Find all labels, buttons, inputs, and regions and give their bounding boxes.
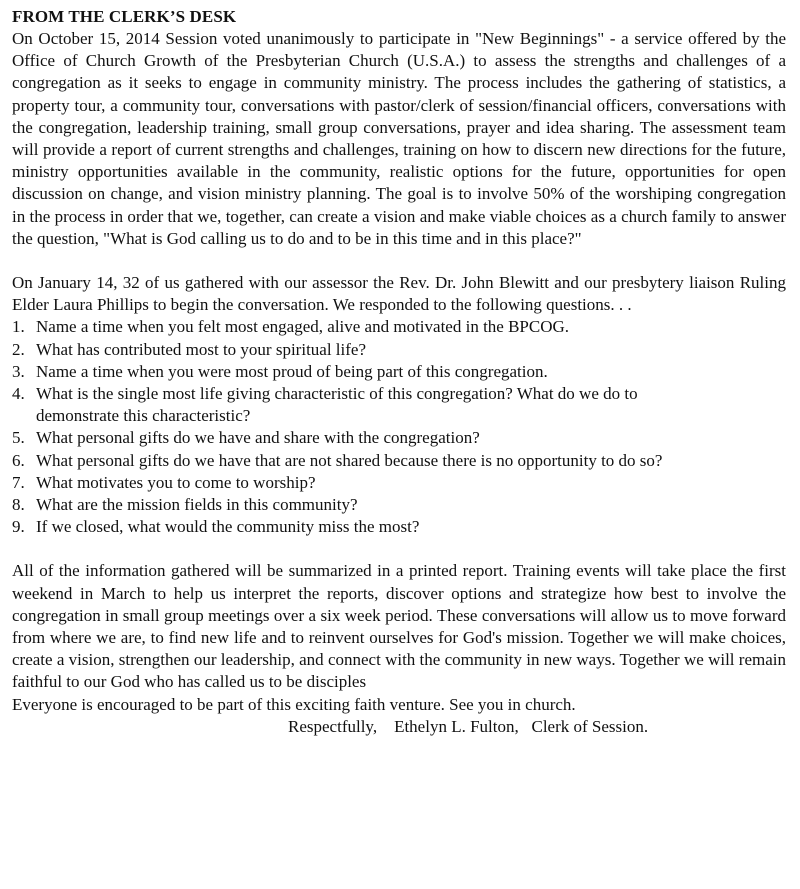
question-item <box>12 427 786 449</box>
question-text: What motivates you to come to worship? <box>36 472 316 492</box>
question-item <box>12 339 786 361</box>
question-item <box>12 450 786 472</box>
question-number: 5. <box>12 428 25 448</box>
question-number: 2. <box>12 339 25 359</box>
question-number: 9. <box>12 517 25 537</box>
summary-paragraph: All of the information gathered will be summarized in a printed report. Training events will take place the first weekend in March to help us interpret the reports, discover options and strategize how best to involve the congregation in small group meetings over a six week period. These conversations will allow us to move forward from where we are, to find new life and to reinvent ourselves for God's mission. Together we will make choices, create a vision, strengthen our leadership, and connect with the community in new ways. Together we will remain faithful to our God who has called us to be disciples <box>12 561 786 692</box>
question-text: What are the mission fields in this community? <box>36 495 358 515</box>
article-heading: FROM THE CLERK’S DESK <box>12 7 237 26</box>
question-number: 7. <box>12 472 25 492</box>
question-text: What has contributed most to your spiritual life? <box>36 339 367 359</box>
question-item <box>12 494 786 516</box>
question-item <box>12 316 786 338</box>
question-item <box>12 383 786 427</box>
questions-list <box>12 316 786 538</box>
question-text: What personal gifts do we have and share with the congregation? <box>36 428 480 448</box>
signature-line: Respectfully, Ethelyn L. Fulton, Clerk of Session. <box>288 716 649 736</box>
question-number: 6. <box>12 450 25 470</box>
question-text: What is the single most life giving characteristic of this congregation? What do we do to demonstrate this characteristic? <box>36 384 638 426</box>
question-item <box>12 472 786 494</box>
question-number: 4. <box>12 384 25 404</box>
question-text: What personal gifts do we have that are not shared because there is no opportunity to do so? <box>36 450 663 470</box>
gathering-paragraph: On January 14, 32 of us gathered with our assessor the Rev. Dr. John Blewitt and our presbytery liaison Ruling Elder Laura Phillips to begin the conversation. We responded to the following questions. . . <box>12 273 786 315</box>
question-number: 8. <box>12 495 25 515</box>
closing-line: Everyone is encouraged to be part of this exciting faith venture. See you in church. <box>12 694 576 714</box>
question-item <box>12 361 786 383</box>
question-number: 1. <box>12 317 25 337</box>
paragraph-spacer <box>12 538 786 560</box>
question-text: Name a time when you were most proud of being part of this congregation. <box>36 361 548 381</box>
intro-paragraph: On October 15, 2014 Session voted unanimously to participate in "New Beginnings" - a service offered by the Office of Church Growth of the Presbyterian Church (U.S.A.) to assess the strengths and challenges of a congregation as it seeks to engage in community ministry. The process includes the gathering of statistics, a property tour, a community tour, conversations with pastor/clerk of session/financial officers, conversations with the congregation, leadership training, small group conversations, prayer and idea sharing. The assessment team will provide a report of current strengths and challenges, training on how to discern new directions for the future, ministry opportunities available in the community, realistic options for the future, opportunities for open discussion on change, and vision ministry planning. The goal is to involve 50% of the worshiping congregation in the process in order that we, together, can create a vision and make viable choices as a church family to answer the question, "What is God calling us to do and to be in this time and in this place?" <box>12 29 786 248</box>
paragraph-spacer <box>12 250 786 272</box>
question-item <box>12 516 786 538</box>
question-number: 3. <box>12 361 25 381</box>
question-text: Name a time when you felt most engaged, alive and motivated in the BPCOG. <box>36 317 570 337</box>
question-text: If we closed, what would the community miss the most? <box>36 517 420 537</box>
